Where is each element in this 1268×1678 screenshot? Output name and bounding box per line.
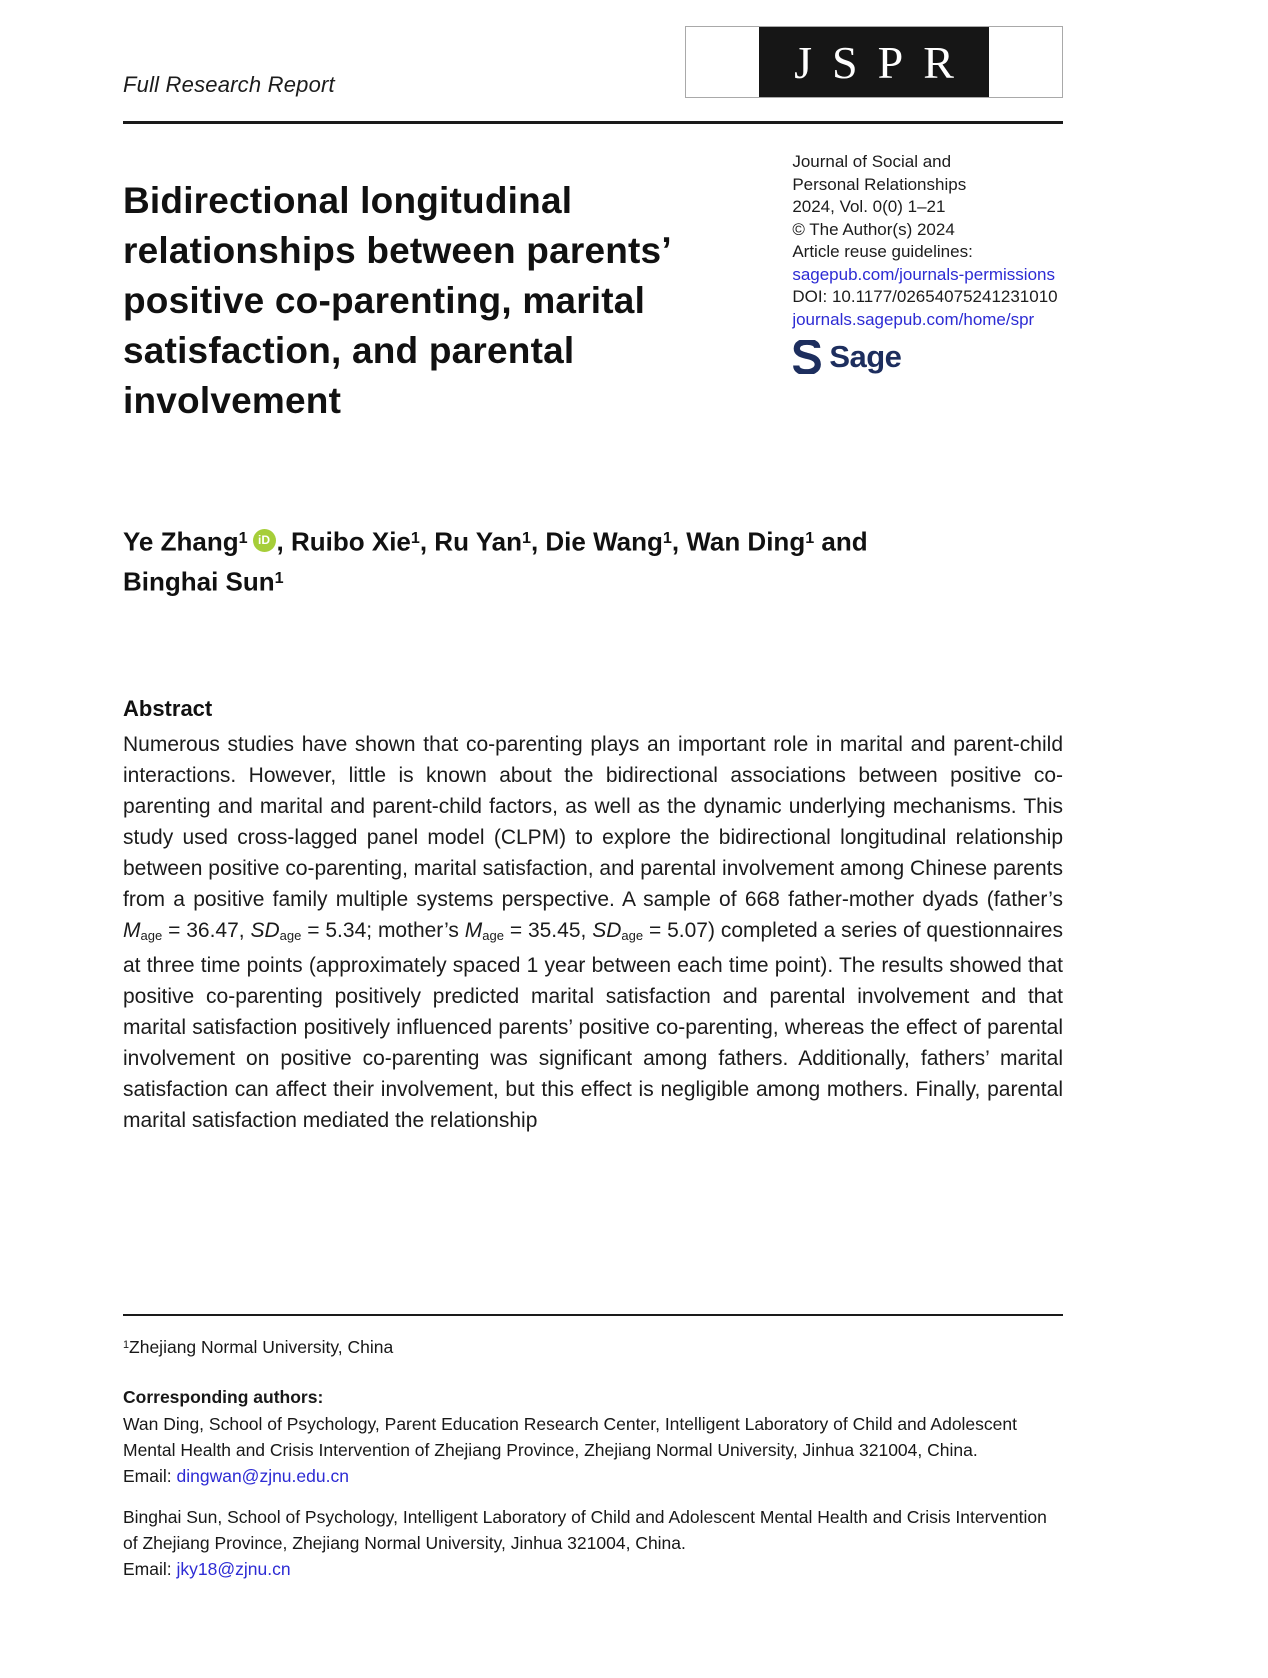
text-run: Journal of Social and [792, 152, 952, 171]
title-and-journal-info [123, 124, 1063, 426]
text-run: 1 [410, 529, 420, 547]
text-run: © The Author(s) 2024 [792, 219, 955, 239]
text-run: age [140, 927, 163, 943]
article-type-label: Full Research Report [123, 72, 335, 97]
page-header [123, 26, 1063, 100]
sage-wordmark: Sage [829, 338, 902, 374]
text-run: age [621, 927, 644, 943]
journal-info-block [792, 151, 1063, 374]
article-title: Bidirectional longitudinal relationships between parents’ positive co-parenting, marital satisfaction, and parental involvement [123, 180, 670, 421]
text-run: M [123, 918, 141, 942]
link[interactable]: jky18@zjnu.cn [176, 1559, 291, 1580]
journal-info-lines [792, 151, 1063, 331]
text-run: = 5.34; mother’s [301, 918, 465, 942]
text-run: M [464, 918, 483, 942]
text-run: = 5.07) completed a series of questionnaires at three time points (approximately spaced 1 year between each time point). The results showed that positive co-parenting positively predicted marital satisfaction and parental involvement and that marital satisfaction positively influenced parents’ positive co-parenting, whereas the effect of parental involvement on positive co-parenting was significant among fathers. Additionally, fathers’ marital satisfaction can affect their involvement, but this effect is negligible among mothers. Finally, parental marital satisfaction mediated the relationship [123, 918, 1063, 1133]
footnote-rule [123, 1314, 1063, 1316]
orcid-icon[interactable]: iD [253, 529, 276, 552]
text-run: age [279, 927, 302, 943]
text-run: = 35.45, [503, 918, 593, 942]
text-run: Personal Relationships [792, 174, 967, 194]
text-run: Email: [123, 1559, 177, 1580]
text-run: , Wan Ding [671, 526, 806, 557]
text-run: 1 [521, 529, 531, 547]
abstract-heading: Abstract [123, 695, 213, 721]
text-run: Zhejiang Normal University, China [129, 1337, 394, 1358]
link[interactable]: journals.sagepub.com/home/spr [792, 309, 1035, 329]
link[interactable]: dingwan@zjnu.edu.cn [176, 1466, 349, 1487]
text-run: 1 [123, 1339, 130, 1352]
affiliation-footnote [123, 1333, 1063, 1360]
text-run: SD [592, 918, 622, 942]
jspr-logo [685, 26, 1063, 98]
text-run: 1 [662, 529, 672, 547]
text-run: Binghai Sun [123, 566, 275, 597]
text-run: 1 [805, 529, 815, 547]
text-run: DOI: 10.1177/02654075241231010 [792, 287, 1058, 306]
corresponding-authors-heading: Corresponding authors: [123, 1387, 324, 1408]
abstract-text [123, 729, 1063, 1137]
text-run: Article reuse guidelines: [792, 242, 973, 261]
text-run: , Die Wang [530, 526, 663, 557]
author-list [123, 520, 1063, 601]
text-run: 1 [238, 529, 248, 547]
text-run: , Ruibo Xie [276, 526, 411, 557]
text-run: Email: [123, 1466, 177, 1487]
sage-logo [792, 340, 1063, 374]
text-run: Numerous studies have shown that co-parenting plays an important role in marital and parent-child interactions. However, little is known about the bidirectional associations between positive co-parenting and marital and parent-child factors, as well as the dynamic underlying mechanisms. This study used cross-lagged panel model (CLPM) to explore the bidirectional longitudinal relationship between positive co-parenting, marital satisfaction, and parental involvement among Chinese parents from a positive family multiple systems perspective. A sample of 668 father-mother dyads (father’s [123, 732, 1063, 911]
corresponding-author-2 [123, 1504, 1063, 1582]
corresponding-author-1 [123, 1411, 1063, 1489]
text-run: , Ru Yan [419, 526, 522, 557]
jspr-logo-letters: JSPR [759, 27, 989, 97]
sage-s-icon [792, 340, 822, 374]
text-run: Binghai Sun, School of Psychology, Intelligent Laboratory of Child and Adolescent Mental Health and Crisis Intervention of Zhejiang Province, Zhejiang Normal University, Jinhua 321004, China. [123, 1507, 1047, 1554]
text-run: and [814, 526, 868, 557]
text-run: Ye Zhang [123, 526, 239, 557]
text-run: 1 [274, 569, 284, 588]
text-run: 2024, Vol. 0(0) 1–21 [792, 197, 946, 216]
link[interactable]: sagepub.com/journals-permissions [792, 264, 1055, 284]
text-run: Wan Ding, School of Psychology, Parent Education Research Center, Intelligent Laboratory of Child and Adolescent Mental Health and Crisis Intervention of Zhejiang Province, Zhejiang Normal University, Jinhua 321004, China. [123, 1414, 1017, 1461]
text-run: age [482, 927, 504, 943]
text-run: SD [250, 918, 280, 942]
text-run: = 36.47, [162, 918, 251, 942]
